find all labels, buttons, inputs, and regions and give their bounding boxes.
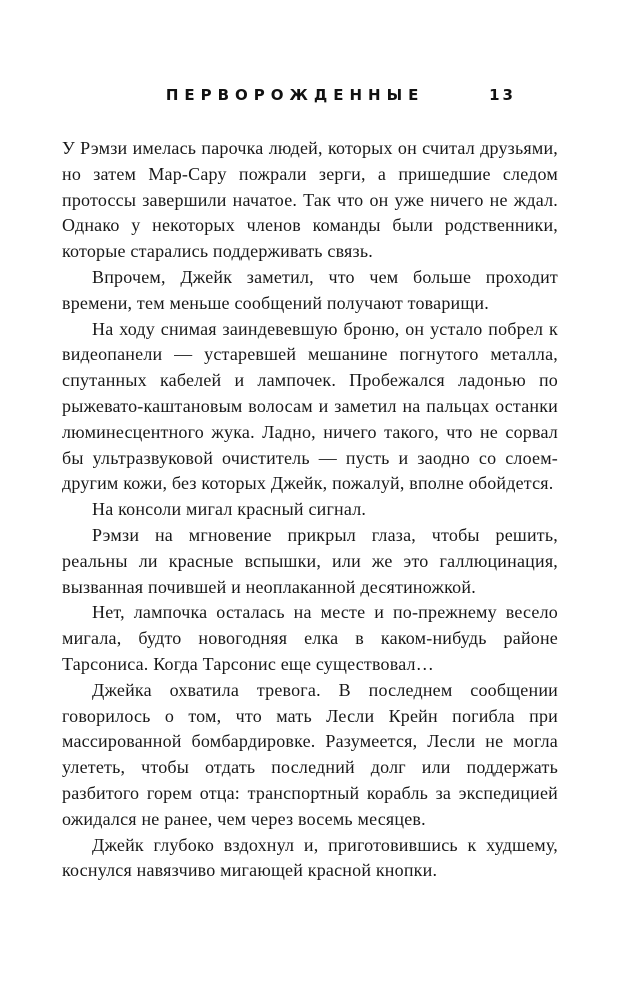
paragraph: Рэмзи на мгновение прикрыл глаза, чтобы решить, реальны ли красные вспышки, или же это галлюцинация, вызванная почившей и неоплаканной десятиножкой. [62,524,558,597]
paragraph: Впрочем, Джейк заметил, что чем больше проходит времени, тем меньше сообщений получают товарищи. [62,266,558,313]
page-number: 13 [489,86,516,104]
paragraph: Нет, лампочка осталась на месте и по-прежнему весело мигала, будто новогодняя елка в каком-нибудь районе Тарсониса. Когда Тарсонис еще существовал… [62,602,558,674]
paragraph: У Рэмзи имелась парочка людей, которых он считал друзьями, но затем Мар-Сару пожрали зерги, а пришедшие следом протоссы завершили начатое. Так что он уже ничего не ждал. Однако у некоторых членов команды были родственники, которые старались поддерживать связь. [62,138,558,262]
paragraph: На консоли мигал красный сигнал. [92,499,367,520]
paragraph: На ходу снимая заиндевевшую броню, он устало побрел к видеопанели — устаревшей мешанине погнутого металла, спутанных кабелей и лампочек. Пробежался ладонью по рыжевато-каштановым волосам и заметил на пальцах останки люминесцентного жука. Ладно, ничего такого, что не сорвал бы ультразвуковой очиститель — пусть и заодно со слоем-другим кожи, без которых Джейк, пожалуй, вполне обойдется. [62,318,558,494]
book-title: ПЕРВОРОЖДЕННЫЕ [165,86,425,104]
body-text [62,136,558,884]
paragraph: Джейк глубоко вздохнул и, приготовившись к худшему, коснулся навязчиво мигающей красной кнопки. [62,834,558,881]
running-head [62,86,558,108]
paragraph: Джейка охватила тревога. В последнем сообщении говорилось о том, что мать Лесли Крейн погибла при массированной бомбардировке. Разумеется, Лесли не могла улететь, чтобы отдать последний долг или поддержать разбитого горем отца: транспортный корабль за экспедицией ожидался не ранее, чем через восемь месяцев. [62,679,558,829]
